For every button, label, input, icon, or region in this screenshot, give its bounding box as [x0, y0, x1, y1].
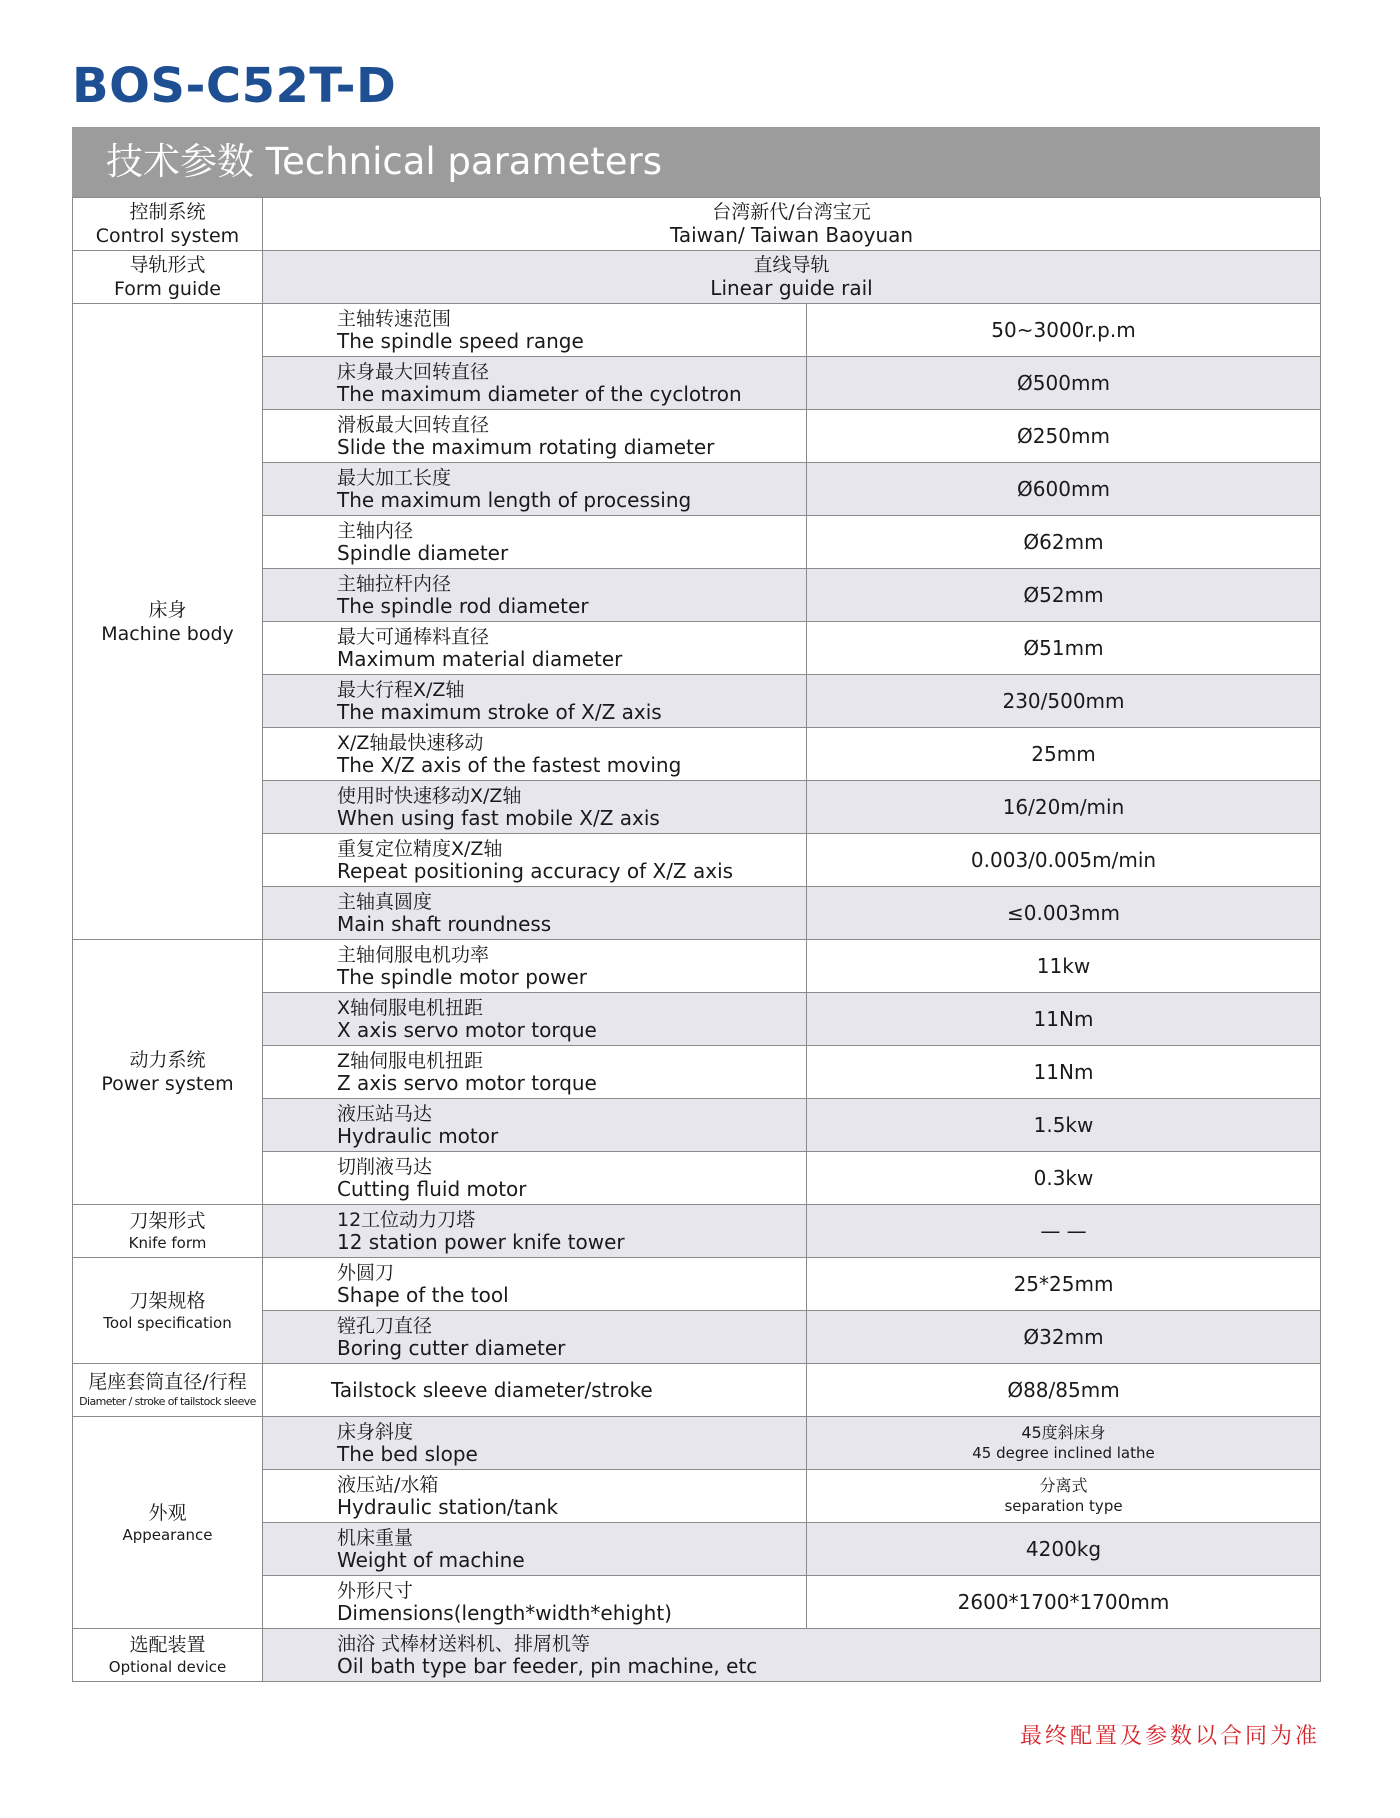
param-value: Ø62mm: [807, 516, 1321, 569]
param-value: 25*25mm: [807, 1258, 1321, 1311]
category-appearance: 外观 Appearance: [73, 1417, 263, 1629]
table-row: [73, 940, 1321, 993]
param-value: Ø600mm: [807, 463, 1321, 516]
table-row: [73, 1417, 1321, 1470]
spec-table: [72, 197, 1321, 1682]
param-name: 主轴内径 Spindle diameter: [263, 516, 807, 569]
param-value: 230/500mm: [807, 675, 1321, 728]
table-row: [73, 251, 1321, 304]
param-value: 4200kg: [807, 1523, 1321, 1576]
param-name: 主轴真圆度 Main shaft roundness: [263, 887, 807, 940]
control-system-value: 台湾新代/台湾宝元 Taiwan/ Taiwan Baoyuan: [263, 198, 1321, 251]
param-value: 16/20m/min: [807, 781, 1321, 834]
param-name: 镗孔刀直径 Boring cutter diameter: [263, 1311, 807, 1364]
param-value: 11Nm: [807, 993, 1321, 1046]
param-name: X轴伺服电机扭距 X axis servo motor torque: [263, 993, 807, 1046]
table-row: [73, 198, 1321, 251]
category-knife-form: 刀架形式 Knife form: [73, 1205, 263, 1258]
param-value: Ø32mm: [807, 1311, 1321, 1364]
param-value: 1.5kw: [807, 1099, 1321, 1152]
param-value: Ø51mm: [807, 622, 1321, 675]
param-value: 50~3000r.p.m: [807, 304, 1321, 357]
param-name: 最大行程X/Z轴 The maximum stroke of X/Z axis: [263, 675, 807, 728]
table-row: [73, 304, 1321, 357]
form-guide-value: 直线导轨 Linear guide rail: [263, 251, 1321, 304]
param-name: X/Z轴最快速移动 The X/Z axis of the fastest moving: [263, 728, 807, 781]
category-tailstock: 尾座套筒直径/行程 Diameter / stroke of tailstock sleeve: [73, 1364, 263, 1417]
table-row: [73, 1258, 1321, 1311]
param-name: 主轴转速范围 The spindle speed range: [263, 304, 807, 357]
param-name: 最大加工长度 The maximum length of processing: [263, 463, 807, 516]
param-name: 外圆刀 Shape of the tool: [263, 1258, 807, 1311]
param-name: 12工位动力刀塔 12 station power knife tower: [263, 1205, 807, 1258]
table-row: [73, 1205, 1321, 1258]
param-name: Z轴伺服电机扭距 Z axis servo motor torque: [263, 1046, 807, 1099]
table-row: [73, 1629, 1321, 1682]
spec-sheet: [72, 127, 1320, 1682]
optional-value: 油浴 式棒材送料机、排屑机等 Oil bath type bar feeder, pin machine, etc: [263, 1629, 1321, 1682]
param-name: 机床重量 Weight of machine: [263, 1523, 807, 1576]
param-value: 45度斜床身 45 degree inclined lathe: [807, 1417, 1321, 1470]
param-value: Ø52mm: [807, 569, 1321, 622]
category-machine-body: 床身 Machine body: [73, 304, 263, 940]
param-name: 液压站马达 Hydraulic motor: [263, 1099, 807, 1152]
param-value: 11kw: [807, 940, 1321, 993]
param-value: — —: [807, 1205, 1321, 1258]
param-value: 0.3kw: [807, 1152, 1321, 1205]
param-value: Ø88/85mm: [807, 1364, 1321, 1417]
param-name: 外形尺寸 Dimensions(length*width*ehight): [263, 1576, 807, 1629]
param-name: 重复定位精度X/Z轴 Repeat positioning accuracy of X/Z axis: [263, 834, 807, 887]
category-power-system: 动力系统 Power system: [73, 940, 263, 1205]
param-value: 11Nm: [807, 1046, 1321, 1099]
param-value: 分离式 separation type: [807, 1470, 1321, 1523]
param-name: 使用时快速移动X/Z轴 When using fast mobile X/Z axis: [263, 781, 807, 834]
param-value: Ø500mm: [807, 357, 1321, 410]
table-row: [73, 1364, 1321, 1417]
param-name: 主轴伺服电机功率 The spindle motor power: [263, 940, 807, 993]
param-name: 床身最大回转直径 The maximum diameter of the cyclotron: [263, 357, 807, 410]
param-value: 0.003/0.005m/min: [807, 834, 1321, 887]
param-value: 25mm: [807, 728, 1321, 781]
category-form-guide: 导轨形式 Form guide: [73, 251, 263, 304]
param-name: 最大可通棒料直径 Maximum material diameter: [263, 622, 807, 675]
param-value: ≤0.003mm: [807, 887, 1321, 940]
param-name: 主轴拉杆内径 The spindle rod diameter: [263, 569, 807, 622]
model-title: BOS-C52T-D: [72, 58, 397, 114]
category-optional: 选配装置 Optional device: [73, 1629, 263, 1682]
param-name: 液压站/水箱 Hydraulic station/tank: [263, 1470, 807, 1523]
param-name: 滑板最大回转直径 Slide the maximum rotating diameter: [263, 410, 807, 463]
param-name: Tailstock sleeve diameter/stroke: [263, 1364, 807, 1417]
param-value: Ø250mm: [807, 410, 1321, 463]
param-value: 2600*1700*1700mm: [807, 1576, 1321, 1629]
footer-note: 最终配置及参数以合同为准: [1019, 1724, 1320, 1749]
param-name: 切削液马达 Cutting fluid motor: [263, 1152, 807, 1205]
category-control-system: 控制系统 Control system: [73, 198, 263, 251]
category-tool-spec: 刀架规格 Tool specification: [73, 1258, 263, 1364]
section-banner: 技术参数 Technical parameters: [72, 127, 1320, 197]
param-name: 床身斜度 The bed slope: [263, 1417, 807, 1470]
